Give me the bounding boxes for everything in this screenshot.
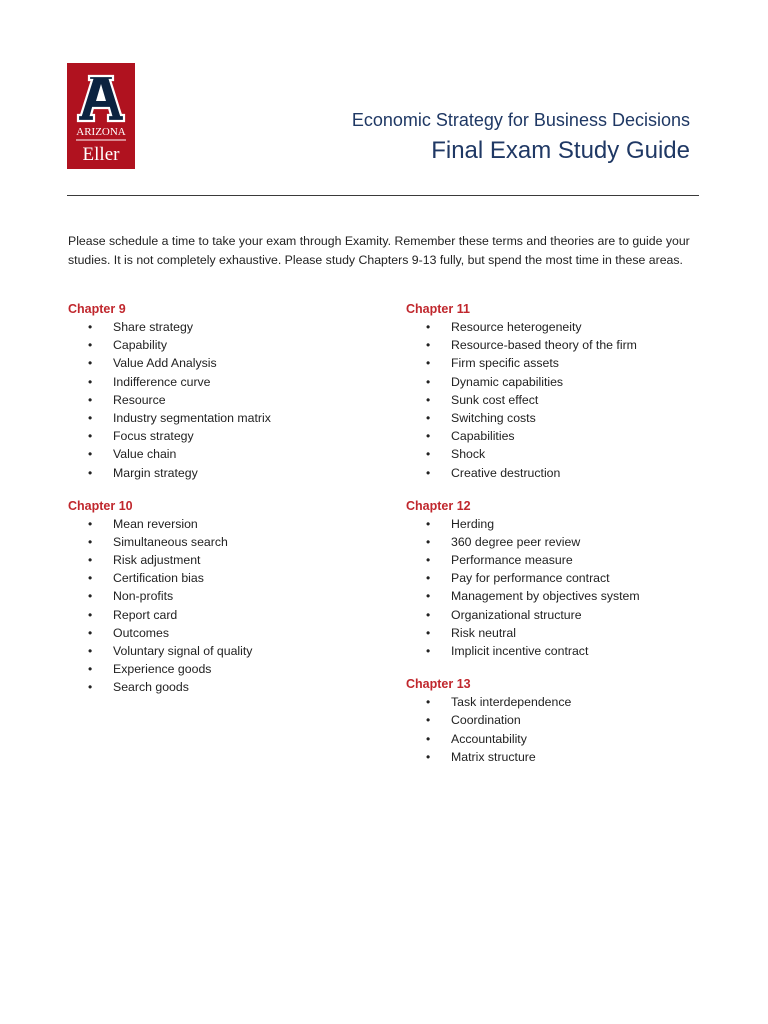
term-list [406, 515, 706, 661]
chapter-heading: Chapter 11 [406, 302, 470, 316]
term-list [406, 693, 706, 766]
bullet-icon: • [426, 320, 431, 334]
term-list-item [406, 464, 706, 482]
arizona-a-icon [67, 63, 135, 169]
term-label: Risk adjustment [113, 553, 201, 568]
bullet-icon: • [88, 356, 93, 371]
term-list [68, 515, 368, 697]
term-label: Simultaneous search [113, 534, 228, 549]
term-label: Indifference curve [113, 374, 211, 389]
term-list [68, 318, 368, 482]
term-label: Voluntary signal of quality [113, 644, 253, 658]
bullet-icon: • [426, 607, 431, 622]
bullet-icon: • [426, 410, 431, 425]
bullet-icon: • [426, 356, 431, 371]
bullet-icon: • [88, 680, 93, 695]
intro-paragraph: Please schedule a time to take your exam through Examity. Remember these terms and theories are to guide your studies. It is not completely exhaustive. Please study Chapters 9-13 fully, but spend the most time in these areas. [68, 234, 690, 267]
chapter-heading: Chapter 10 [68, 498, 133, 513]
term-label: Shock [451, 447, 486, 462]
chapter-section [406, 675, 706, 766]
term-label: Report card [113, 607, 178, 622]
term-list-item [406, 587, 706, 605]
term-label: Firm specific assets [451, 356, 559, 371]
bullet-icon: • [426, 589, 431, 604]
term-label: Certification bias [113, 571, 204, 586]
bullet-icon: • [88, 516, 93, 531]
term-list-item [406, 606, 706, 624]
term-label: Value chain [113, 447, 177, 462]
term-label: Resource heterogeneity [451, 320, 582, 334]
bullet-icon: • [88, 447, 93, 462]
bullet-icon: • [426, 465, 431, 480]
term-list-item [68, 678, 368, 696]
chapter-section [68, 497, 368, 697]
header-divider [67, 195, 699, 196]
bullet-icon: • [88, 589, 93, 604]
bullet-icon: • [426, 571, 431, 586]
term-label: Task interdependence [451, 695, 572, 710]
chapter-section [68, 300, 368, 482]
term-label: Capabilities [451, 429, 515, 444]
term-label: Industry segmentation matrix [113, 410, 271, 425]
chapter-section [406, 497, 706, 661]
term-list-item [68, 373, 368, 391]
term-list-item [68, 533, 368, 551]
term-list-item [406, 569, 706, 587]
term-label: Resource [113, 392, 166, 407]
term-list-item [406, 693, 706, 711]
term-label: Resource-based theory of the firm [451, 338, 637, 353]
bullet-icon: • [426, 553, 431, 568]
term-list-item [68, 409, 368, 427]
bullet-icon: • [88, 607, 93, 622]
term-label: Coordination [451, 713, 521, 728]
bullet-icon: • [88, 571, 93, 586]
term-list-item [68, 642, 368, 660]
term-list-item [68, 515, 368, 533]
bullet-icon: • [426, 534, 431, 549]
bullet-icon: • [426, 429, 431, 444]
term-list-item [68, 318, 368, 336]
bullet-icon: • [88, 662, 93, 677]
arizona-eller-logo [67, 63, 135, 169]
term-list-item [68, 464, 368, 482]
bullet-icon: • [88, 534, 93, 549]
term-list-item [68, 551, 368, 569]
term-list-item [68, 624, 368, 642]
term-label: Management by objectives system [451, 589, 640, 604]
term-list-item [406, 624, 706, 642]
term-list-item [68, 445, 368, 463]
term-list-item [68, 587, 368, 605]
term-label: Margin strategy [113, 465, 198, 480]
term-label: Creative destruction [451, 465, 561, 480]
bullet-icon: • [426, 749, 431, 764]
bullet-icon: • [426, 695, 431, 710]
term-label: Mean reversion [113, 516, 198, 531]
term-label: Implicit incentive contract [451, 644, 589, 658]
term-label: 360 degree peer review [451, 534, 581, 549]
chapter-heading: Chapter 9 [68, 302, 126, 316]
term-label: Non-profits [113, 589, 174, 604]
term-list-item [68, 569, 368, 587]
term-label: Focus strategy [113, 429, 194, 444]
svg-text:Eller: Eller [82, 144, 120, 165]
bullet-icon: • [426, 516, 431, 531]
term-list-item [406, 391, 706, 409]
term-label: Accountability [451, 731, 527, 746]
term-label: Share strategy [113, 320, 193, 334]
term-list-item [406, 642, 706, 660]
bullet-icon: • [88, 392, 93, 407]
term-list-item [406, 711, 706, 729]
term-list-item [406, 318, 706, 336]
bullet-icon: • [426, 447, 431, 462]
term-label: Search goods [113, 680, 189, 695]
bullet-icon: • [88, 644, 93, 658]
term-list-item [68, 391, 368, 409]
term-list-item [68, 354, 368, 372]
bullet-icon: • [88, 429, 93, 444]
term-label: Experience goods [113, 662, 212, 677]
term-list-item [406, 354, 706, 372]
term-list-item [406, 409, 706, 427]
chapter-section [406, 300, 706, 482]
course-subtitle: Economic Strategy for Business Decisions [351, 110, 690, 130]
chapter-heading: Chapter 13 [406, 677, 471, 692]
term-list-item [406, 748, 706, 766]
term-label: Risk neutral [451, 625, 516, 640]
term-list-item [68, 660, 368, 678]
term-label: Performance measure [451, 553, 573, 568]
term-list-item [406, 551, 706, 569]
term-list-item [68, 427, 368, 445]
bullet-icon: • [88, 410, 93, 425]
term-label: Sunk cost effect [451, 392, 539, 407]
left-column [68, 300, 368, 712]
term-label: Herding [451, 516, 495, 531]
term-list-item [406, 336, 706, 354]
term-label: Value Add Analysis [113, 356, 217, 371]
bullet-icon: • [88, 553, 93, 568]
term-list-item [406, 427, 706, 445]
term-label: Matrix structure [451, 749, 536, 764]
chapter-heading: Chapter 12 [406, 498, 471, 513]
bullet-icon: • [88, 625, 93, 640]
term-list-item [68, 336, 368, 354]
term-list-item [406, 373, 706, 391]
bullet-icon: • [426, 338, 431, 353]
term-list-item [406, 730, 706, 748]
term-label: Organizational structure [451, 607, 582, 622]
svg-text:ARIZONA: ARIZONA [76, 126, 126, 138]
bullet-icon: • [88, 338, 93, 353]
bullet-icon: • [426, 644, 431, 658]
term-list-item [406, 445, 706, 463]
term-label: Switching costs [451, 410, 536, 425]
bullet-icon: • [426, 713, 431, 728]
term-label: Dynamic capabilities [451, 374, 564, 389]
term-list-item [406, 533, 706, 551]
bullet-icon: • [426, 374, 431, 389]
bullet-icon: • [88, 465, 93, 480]
term-label: Capability [113, 338, 167, 353]
term-label: Outcomes [113, 625, 170, 640]
bullet-icon: • [426, 625, 431, 640]
term-list-item [68, 606, 368, 624]
term-list [406, 318, 706, 482]
bullet-icon: • [426, 392, 431, 407]
page-title: Final Exam Study Guide [431, 137, 690, 164]
bullet-icon: • [88, 374, 93, 389]
right-column [406, 300, 706, 781]
term-label: Pay for performance contract [451, 571, 610, 586]
term-list-item [406, 515, 706, 533]
bullet-icon: • [426, 731, 431, 746]
bullet-icon: • [88, 320, 93, 334]
